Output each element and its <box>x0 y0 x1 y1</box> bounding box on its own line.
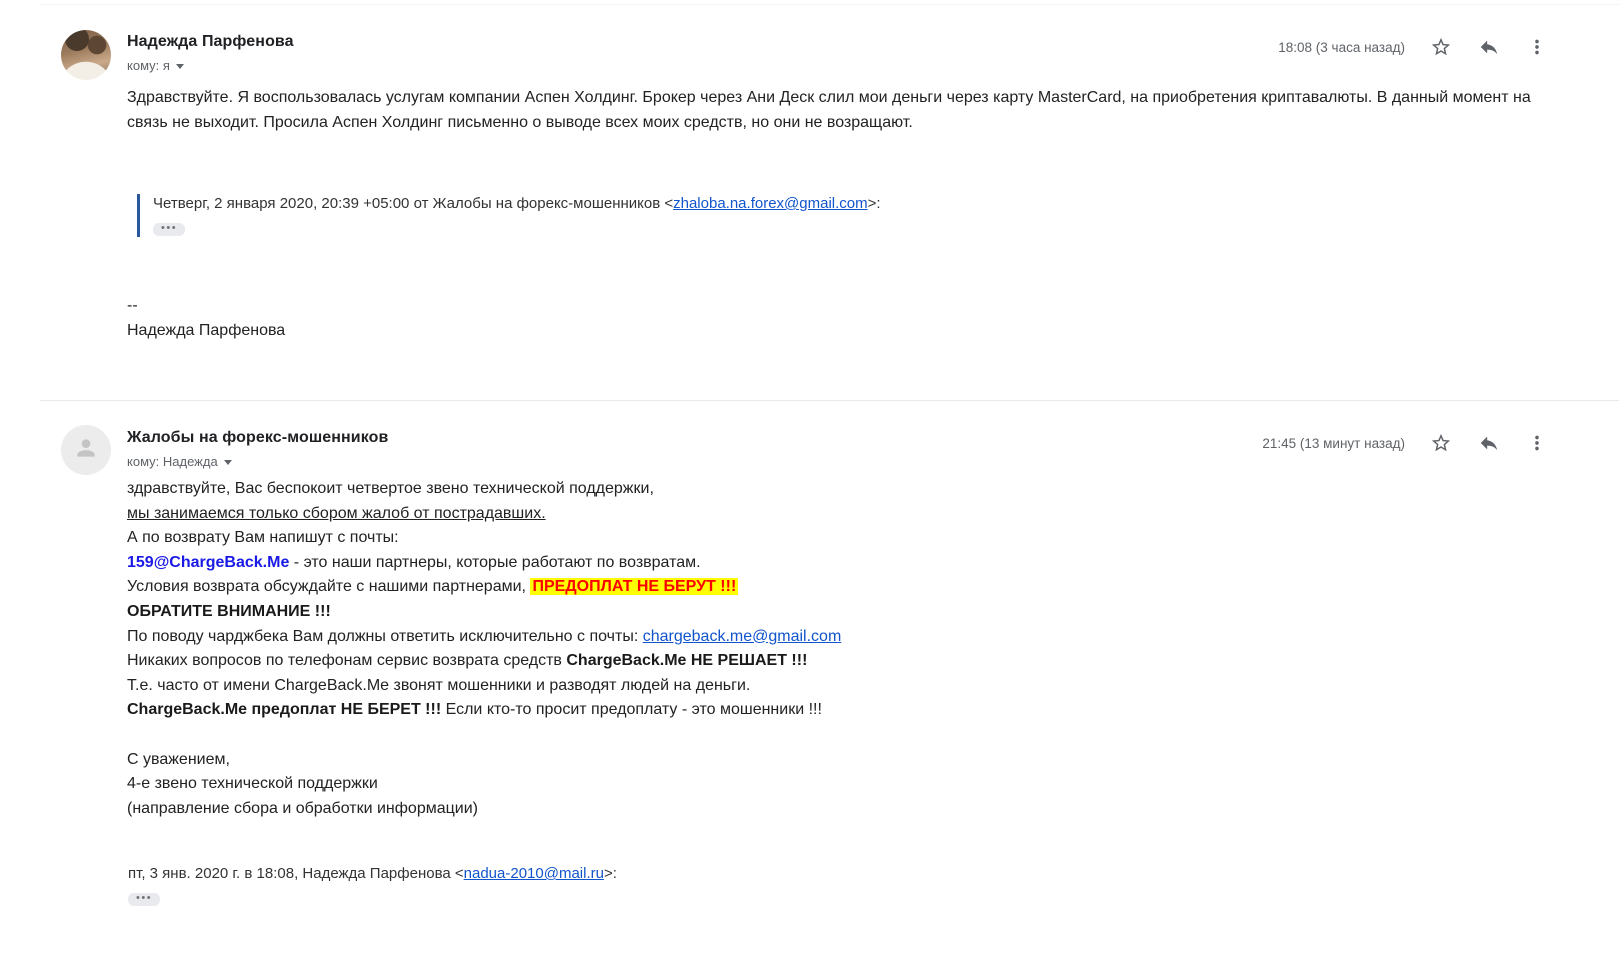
text-line <box>127 526 841 551</box>
text-segment: Здравствуйте. Я воспользовалась услугам компании Аспен Холдинг. Брокер через Ани Деск слил мои деньги через карту MasterCard, на приобретения криптавалюты. В данный момент на <box>127 89 1531 106</box>
sender-avatar <box>61 425 111 475</box>
text-line <box>153 194 881 214</box>
text-segment: мы занимаемся только сбором жалоб от пострадавших. <box>127 504 546 522</box>
text-segment: >: <box>603 865 617 882</box>
email-body <box>127 477 841 821</box>
text-segment: Условия возврата обсуждайте с нашими партнерами, <box>127 578 531 596</box>
quoted-message-block <box>137 194 881 237</box>
email-address-link[interactable]: zhaloba.na.forex@gmail.com <box>673 195 868 212</box>
star-button[interactable] <box>1429 431 1453 455</box>
chevron-down-icon <box>176 64 184 69</box>
person-icon <box>73 435 99 466</box>
text-segment: -- <box>127 297 138 314</box>
text-segment: ОБРАТИТЕ ВНИМАНИЕ !!! <box>127 602 331 620</box>
email-message-2 <box>0 418 1619 968</box>
text-line <box>127 698 841 723</box>
text-line <box>127 797 841 822</box>
text-segment: 4-е звено технической поддержки <box>127 775 378 793</box>
email-body <box>127 86 1531 135</box>
text-segment: С уважением, <box>127 750 230 768</box>
text-line <box>127 674 841 699</box>
email-signature <box>127 294 285 343</box>
text-segment: (направление сбора и обработки информации) <box>127 799 478 817</box>
recipient-details-toggle[interactable] <box>127 454 232 469</box>
sender-name: Жалобы на форекс-мошенников <box>127 429 389 446</box>
text-line <box>127 477 841 502</box>
show-trimmed-content-button[interactable]: ••• <box>128 893 160 906</box>
text-line <box>127 649 841 674</box>
text-line <box>127 86 1531 111</box>
more-vert-icon <box>1526 36 1548 58</box>
star-icon <box>1430 36 1452 58</box>
email-message-1 <box>0 22 1619 400</box>
show-trimmed-content-button[interactable]: ••• <box>153 223 185 236</box>
text-line <box>127 551 841 576</box>
text-line <box>127 294 285 319</box>
email-address-link[interactable]: chargeback.me@gmail.com <box>642 627 842 645</box>
text-line <box>127 111 1531 136</box>
text-line <box>127 502 841 527</box>
star-icon <box>1430 432 1452 454</box>
text-segment: По поводу чарджбека Вам должны ответить исключительно с почты: <box>127 627 643 645</box>
reply-button[interactable] <box>1477 35 1501 59</box>
text-segment: Надежда Парфенова <box>127 321 286 339</box>
text-segment: 159@ChargeBack.Me <box>127 553 290 571</box>
text-segment: Четверг, 2 января 2020, 20:39 +05:00 от Жалобы на форекс-мошенников < <box>153 195 674 212</box>
text-segment: А по возврату Вам напишут с почты: <box>127 529 399 547</box>
quote-attribution <box>153 194 881 214</box>
text-line <box>127 575 841 600</box>
text-segment: ПРЕДОПЛАТ НЕ БЕРУТ !!! <box>532 578 737 596</box>
text-segment: связь не выходит. Просила Аспен Холдинг письменно о выводе всех моих средств, но они не возращают. <box>127 113 913 131</box>
reply-button[interactable] <box>1477 431 1501 455</box>
text-segment: >: <box>867 195 881 212</box>
recipient-label: кому: Надежда <box>127 454 218 469</box>
recipient-details-toggle[interactable] <box>127 58 184 73</box>
timestamp: 21:45 (13 минут назад) <box>1262 435 1405 451</box>
sender-avatar <box>61 30 111 80</box>
more-vert-icon <box>1526 432 1548 454</box>
email-address-link[interactable]: nadua-2010@mail.ru <box>463 865 604 882</box>
text-line <box>127 319 285 344</box>
sender-name: Надежда Парфенова <box>127 33 294 50</box>
text-line <box>127 600 841 625</box>
quoted-message-block <box>128 864 617 907</box>
text-line <box>127 723 841 748</box>
message-controls <box>1262 426 1549 460</box>
text-segment: Если кто-то просит предоплату - это мошенники !!! <box>441 701 822 719</box>
text-line <box>127 748 841 773</box>
text-segment: ChargeBack.Me предоплат НЕ БЕРЕТ !!! <box>127 701 442 719</box>
star-button[interactable] <box>1429 35 1453 59</box>
text-segment: - это наши партнеры, которые работают по возвратам. <box>289 553 701 571</box>
recipient-label: кому: я <box>127 58 170 73</box>
timestamp: 18:08 (3 часа назад) <box>1278 39 1405 55</box>
text-segment: здравствуйте, Вас беспокоит четвертое звено технической поддержки, <box>127 480 654 497</box>
text-line <box>127 772 841 797</box>
text-line <box>128 864 617 884</box>
chevron-down-icon <box>224 460 232 465</box>
thread-top-divider <box>40 4 1619 5</box>
text-line <box>127 625 841 650</box>
text-segment: Т.е. часто от имени ChargeBack.Me звонят мошенники и разводят людей на деньги. <box>127 676 751 694</box>
reply-icon <box>1478 432 1500 454</box>
more-options-button[interactable] <box>1525 431 1549 455</box>
quote-attribution <box>128 864 617 884</box>
message-divider <box>40 400 1619 401</box>
text-segment: Никаких вопросов по телефонам сервис возврата средств <box>127 652 567 670</box>
reply-icon <box>1478 36 1500 58</box>
message-controls <box>1278 30 1549 64</box>
text-segment: пт, 3 янв. 2020 г. в 18:08, Надежда Парфенова < <box>128 865 464 882</box>
more-options-button[interactable] <box>1525 35 1549 59</box>
text-segment: ChargeBack.Me НЕ РЕШАЕТ !!! <box>566 652 808 670</box>
